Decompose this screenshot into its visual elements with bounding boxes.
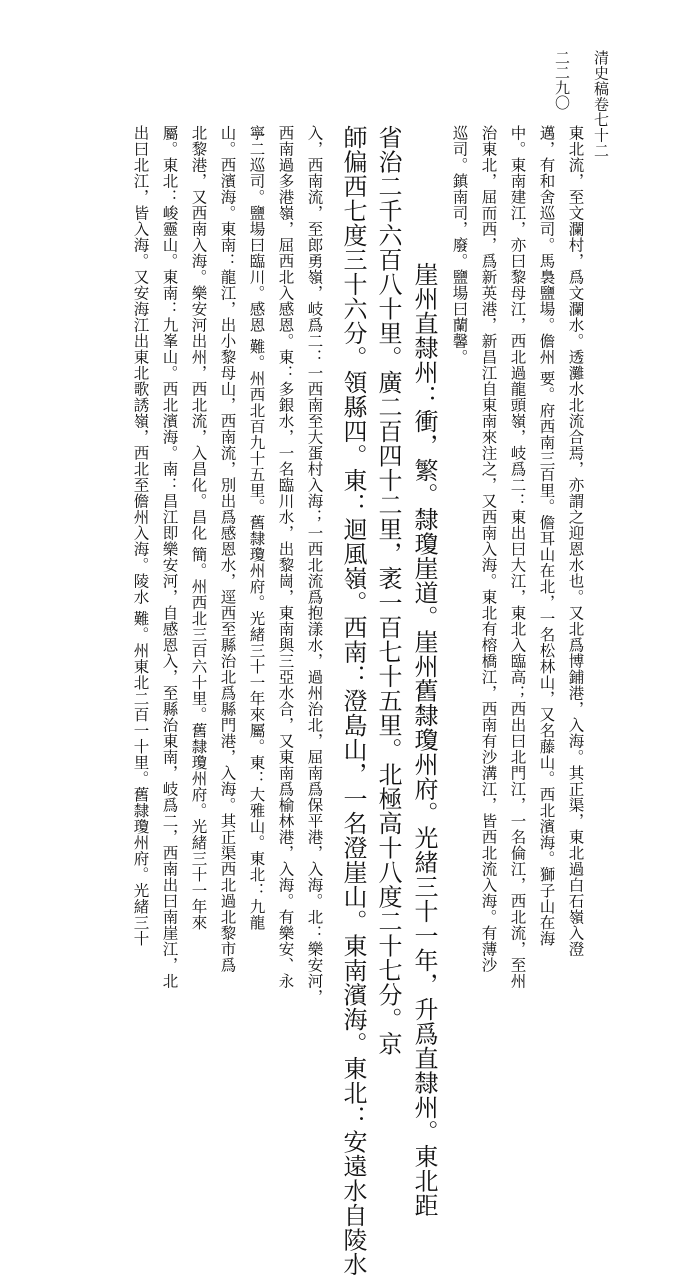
page-number: 二二九〇 [553, 50, 571, 110]
text-column-9: 入，西南流，至郎勇嶺，岐爲二：一西南至大蛋村入海；一西北流爲抱漾水，過州治北，屈南爲保平港，入海。北：樂安河， [305, 125, 324, 1005]
text-column-12: 山。西濱海。東南：龍江，出小黎母山，西南流，別出爲感恩水，逕西至縣治北爲縣門港，入海。其正渠西北過北黎市爲 [218, 125, 237, 973]
text-column-15: 出曰北江，皆入海。又安海江出東北歌誘嶺，西北至儋州入海。陵水 難。州東北二百一十里。舊隸瓊州府。光緒三十 [131, 125, 150, 947]
text-column-6: 崖州直隸州：衝，繁。隸瓊崖道。崖州舊隸瓊州府。光緒三十一年，升爲直隸州。東北距 [410, 262, 438, 1218]
text-column-3: 中。東南建江，亦曰黎母江，西北過龍頭嶺，岐爲二：東出曰大江，東北入臨高；西出曰北門江，一名倫江，西北流，至州 [508, 125, 527, 989]
text-column-14: 屬。東北：峻靈山。東南：九峯山。西北濱海。南：昌江即樂安河，自感恩入，至縣治東南，岐爲二，西南出曰南崖江，北 [160, 125, 179, 989]
text-column-7: 省治二千六百八十里。廣二百四十二里，袤一百七十五里。北極高十八度二十七分。京 [374, 125, 402, 1056]
text-column-2: 邁，有和舍巡司。馬裊鹽場。儋州 要。府西南三百里。儋耳山在北，一名松林山，又名藤山。西北濱海。獅子山在海 [537, 125, 556, 947]
running-title: 清史稿卷七十二 [592, 50, 610, 159]
text-column-13: 北黎港，又西南入海。樂安河出州，西北流，入昌化。昌化 簡。州西北三百六十里。舊隸瓊州府。光緒三十一年來 [189, 125, 208, 931]
text-column-4: 治東北，屈而西，爲新英港，新昌江自東南來注之，又西南入海。東北有榕橋江，西南有沙溝江，皆西北流入海。有薄沙 [479, 125, 498, 973]
text-column-8: 師偏西七度三十六分。領縣四。東：迴風嶺。西南：澄島山，一名澄崖山。東南濱海。東北：安遠水自陵水 [339, 125, 367, 1277]
text-column-11: 寧二巡司。鹽場曰臨川。感恩 難。州西北百九十五里。舊隸瓊州府。光緒三十一年來屬。東：大雅山。東北：九龍 [247, 125, 266, 931]
text-column-10: 西南過多港嶺，屈西北入感恩。東：多銀水，一名臨川水，出黎崗，東南與三亞水合，又東南爲榆林港，入海。有樂安、永 [276, 125, 295, 989]
text-column-1: 東北流，至文瀾村，爲文瀾水。透灘水北流合焉，亦謂之迎恩水也。又北爲博鋪港，入海。其正渠，東北過白石嶺入澄 [566, 125, 585, 957]
text-column-5: 巡司。鎮南司，廢。鹽場曰蘭馨。 [450, 125, 469, 365]
